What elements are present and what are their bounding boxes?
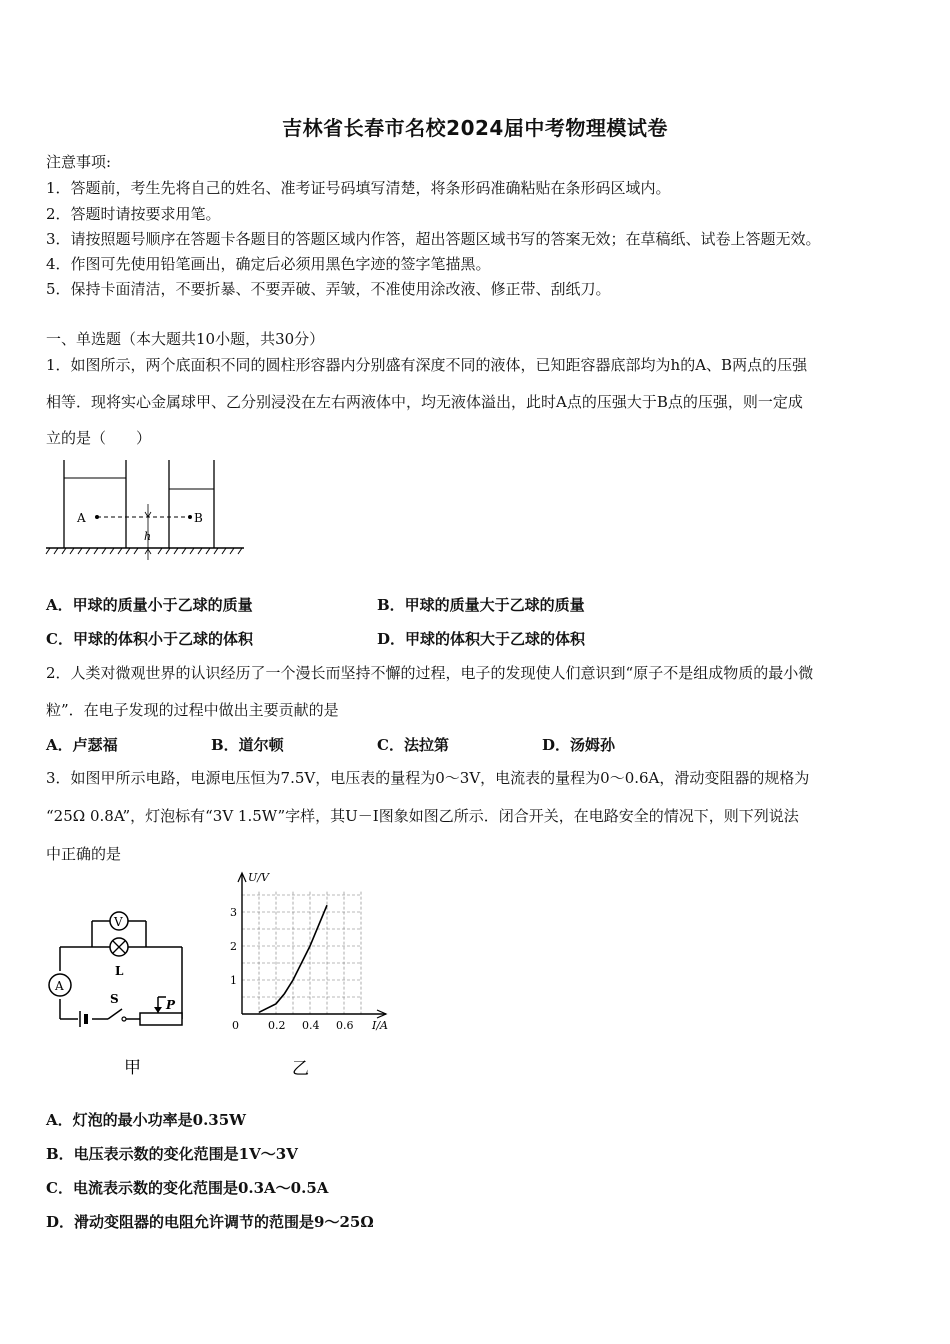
lamp-label: L bbox=[115, 964, 124, 978]
switch-blade bbox=[108, 1009, 122, 1019]
page-title: 吉林省长春市名校2024届中考物理模试卷 bbox=[282, 116, 668, 140]
q1-containers-figure bbox=[44, 456, 248, 566]
ground-hatching bbox=[46, 548, 242, 554]
x-tick-label: 0.2 bbox=[268, 1019, 286, 1032]
q2-option-d[interactable]: D．汤姆孙 bbox=[542, 736, 616, 754]
slider-label: P bbox=[166, 998, 176, 1012]
y-axis-label: U/V bbox=[248, 871, 269, 884]
slider-arrowhead bbox=[154, 1007, 162, 1013]
point-b-dot bbox=[188, 515, 192, 519]
q2-stem-line: 2．人类对微观世界的认识经历了一个漫长而坚持不懈的过程，电子的发现使人们意识到“原子不是组成物质的最小微 bbox=[46, 664, 814, 682]
q3-option-b[interactable]: B．电压表示数的变化范围是1V～3V bbox=[46, 1145, 298, 1163]
graph-grid bbox=[242, 892, 361, 1014]
switch-label: S bbox=[110, 992, 119, 1006]
q1-option-c[interactable]: C．甲球的体积小于乙球的体积 bbox=[46, 630, 253, 648]
notice-item: 2．答题时请按要求用笔。 bbox=[46, 205, 221, 223]
y-tick-label: 2 bbox=[230, 940, 237, 953]
point-b-label: B bbox=[194, 511, 203, 525]
height-label: h bbox=[144, 530, 152, 543]
rheostat-symbol bbox=[140, 1013, 182, 1025]
q3-stem-line: “25Ω 0.8A”，灯泡标有“3V 1.5W”字样，其U－I图象如图乙所示．闭合开关，在电路安全的情况下，则下列说法 bbox=[46, 807, 799, 825]
q1-option-b[interactable]: B．甲球的质量大于乙球的质量 bbox=[377, 596, 585, 614]
graph-tick-labels bbox=[230, 906, 354, 1032]
q3-circuit-diagram bbox=[42, 905, 202, 1085]
circuit-caption: 甲 bbox=[124, 1058, 141, 1078]
q3-stem-line: 中正确的是 bbox=[46, 845, 122, 863]
y-tick-label: 1 bbox=[230, 974, 237, 987]
point-a-dot bbox=[95, 515, 99, 519]
q2-stem-line: 粒”．在电子发现的过程中做出主要贡献的是 bbox=[46, 701, 339, 719]
q1-stem-line: 相等．现将实心金属球甲、乙分别浸没在左右两液体中，均无液体溢出，此时A点的压强大于B点的压强，则一定成 bbox=[46, 393, 803, 411]
q3-option-d[interactable]: D．滑动变阻器的电阻允许调节的范围是9～25Ω bbox=[46, 1213, 374, 1231]
notice-item: 1．答题前，考生先将自己的姓名、准考证号码填写清楚，将条形码准确粘贴在条形码区域内。 bbox=[46, 179, 671, 197]
q3-stem-line: 3．如图甲所示电路，电源电压恒为7.5V，电压表的量程为0～3V，电流表的量程为0～0.6A，滑动变阻器的规格为 bbox=[46, 769, 810, 787]
q2-option-b[interactable]: B．道尔顿 bbox=[211, 736, 284, 754]
section-heading: 一、单选题（本大题共10小题，共30分） bbox=[46, 330, 325, 348]
graph-caption: 乙 bbox=[292, 1059, 309, 1079]
notice-heading: 注意事项: bbox=[46, 153, 112, 171]
point-a-label: A bbox=[77, 511, 86, 525]
voltmeter-label: V bbox=[114, 915, 123, 929]
x-tick-label: 0.6 bbox=[336, 1019, 354, 1032]
x-tick-label: 0 bbox=[232, 1019, 239, 1032]
y-tick-label: 3 bbox=[230, 906, 237, 919]
q3-ui-graph bbox=[226, 868, 398, 1084]
q1-option-d[interactable]: D．甲球的体积大于乙球的体积 bbox=[377, 630, 586, 648]
x-tick-label: 0.4 bbox=[302, 1019, 320, 1032]
q1-stem-line: 立的是（ ） bbox=[46, 429, 152, 447]
q3-option-a[interactable]: A．灯泡的最小功率是0.35W bbox=[46, 1111, 247, 1129]
switch-contact bbox=[122, 1017, 126, 1021]
notice-item: 5．保持卡面清洁，不要折暴、不要弄破、弄皱，不准使用涂改液、修正带、刮纸刀。 bbox=[46, 280, 611, 298]
x-axis-label: I/A bbox=[372, 1019, 388, 1032]
notice-item: 4．作图可先使用铅笔画出，确定后必须用黑色字迹的签字笔描黑。 bbox=[46, 255, 491, 273]
q2-option-a[interactable]: A．卢瑟福 bbox=[46, 736, 118, 754]
ammeter-label: A bbox=[55, 979, 64, 993]
q1-stem-line: 1．如图所示，两个底面积不同的圆柱形容器内分别盛有深度不同的液体，已知距容器底部均为h的A、B两点的压强 bbox=[46, 356, 808, 374]
q2-option-c[interactable]: C．法拉第 bbox=[377, 736, 449, 754]
q3-option-c[interactable]: C．电流表示数的变化范围是0.3A～0.5A bbox=[46, 1179, 329, 1197]
q1-option-a[interactable]: A．甲球的质量小于乙球的质量 bbox=[46, 596, 253, 614]
notice-item: 3．请按照题号顺序在答题卡各题目的答题区域内作答，超出答题区域书写的答案无效；在草稿纸、试卷上答题无效。 bbox=[46, 230, 821, 248]
